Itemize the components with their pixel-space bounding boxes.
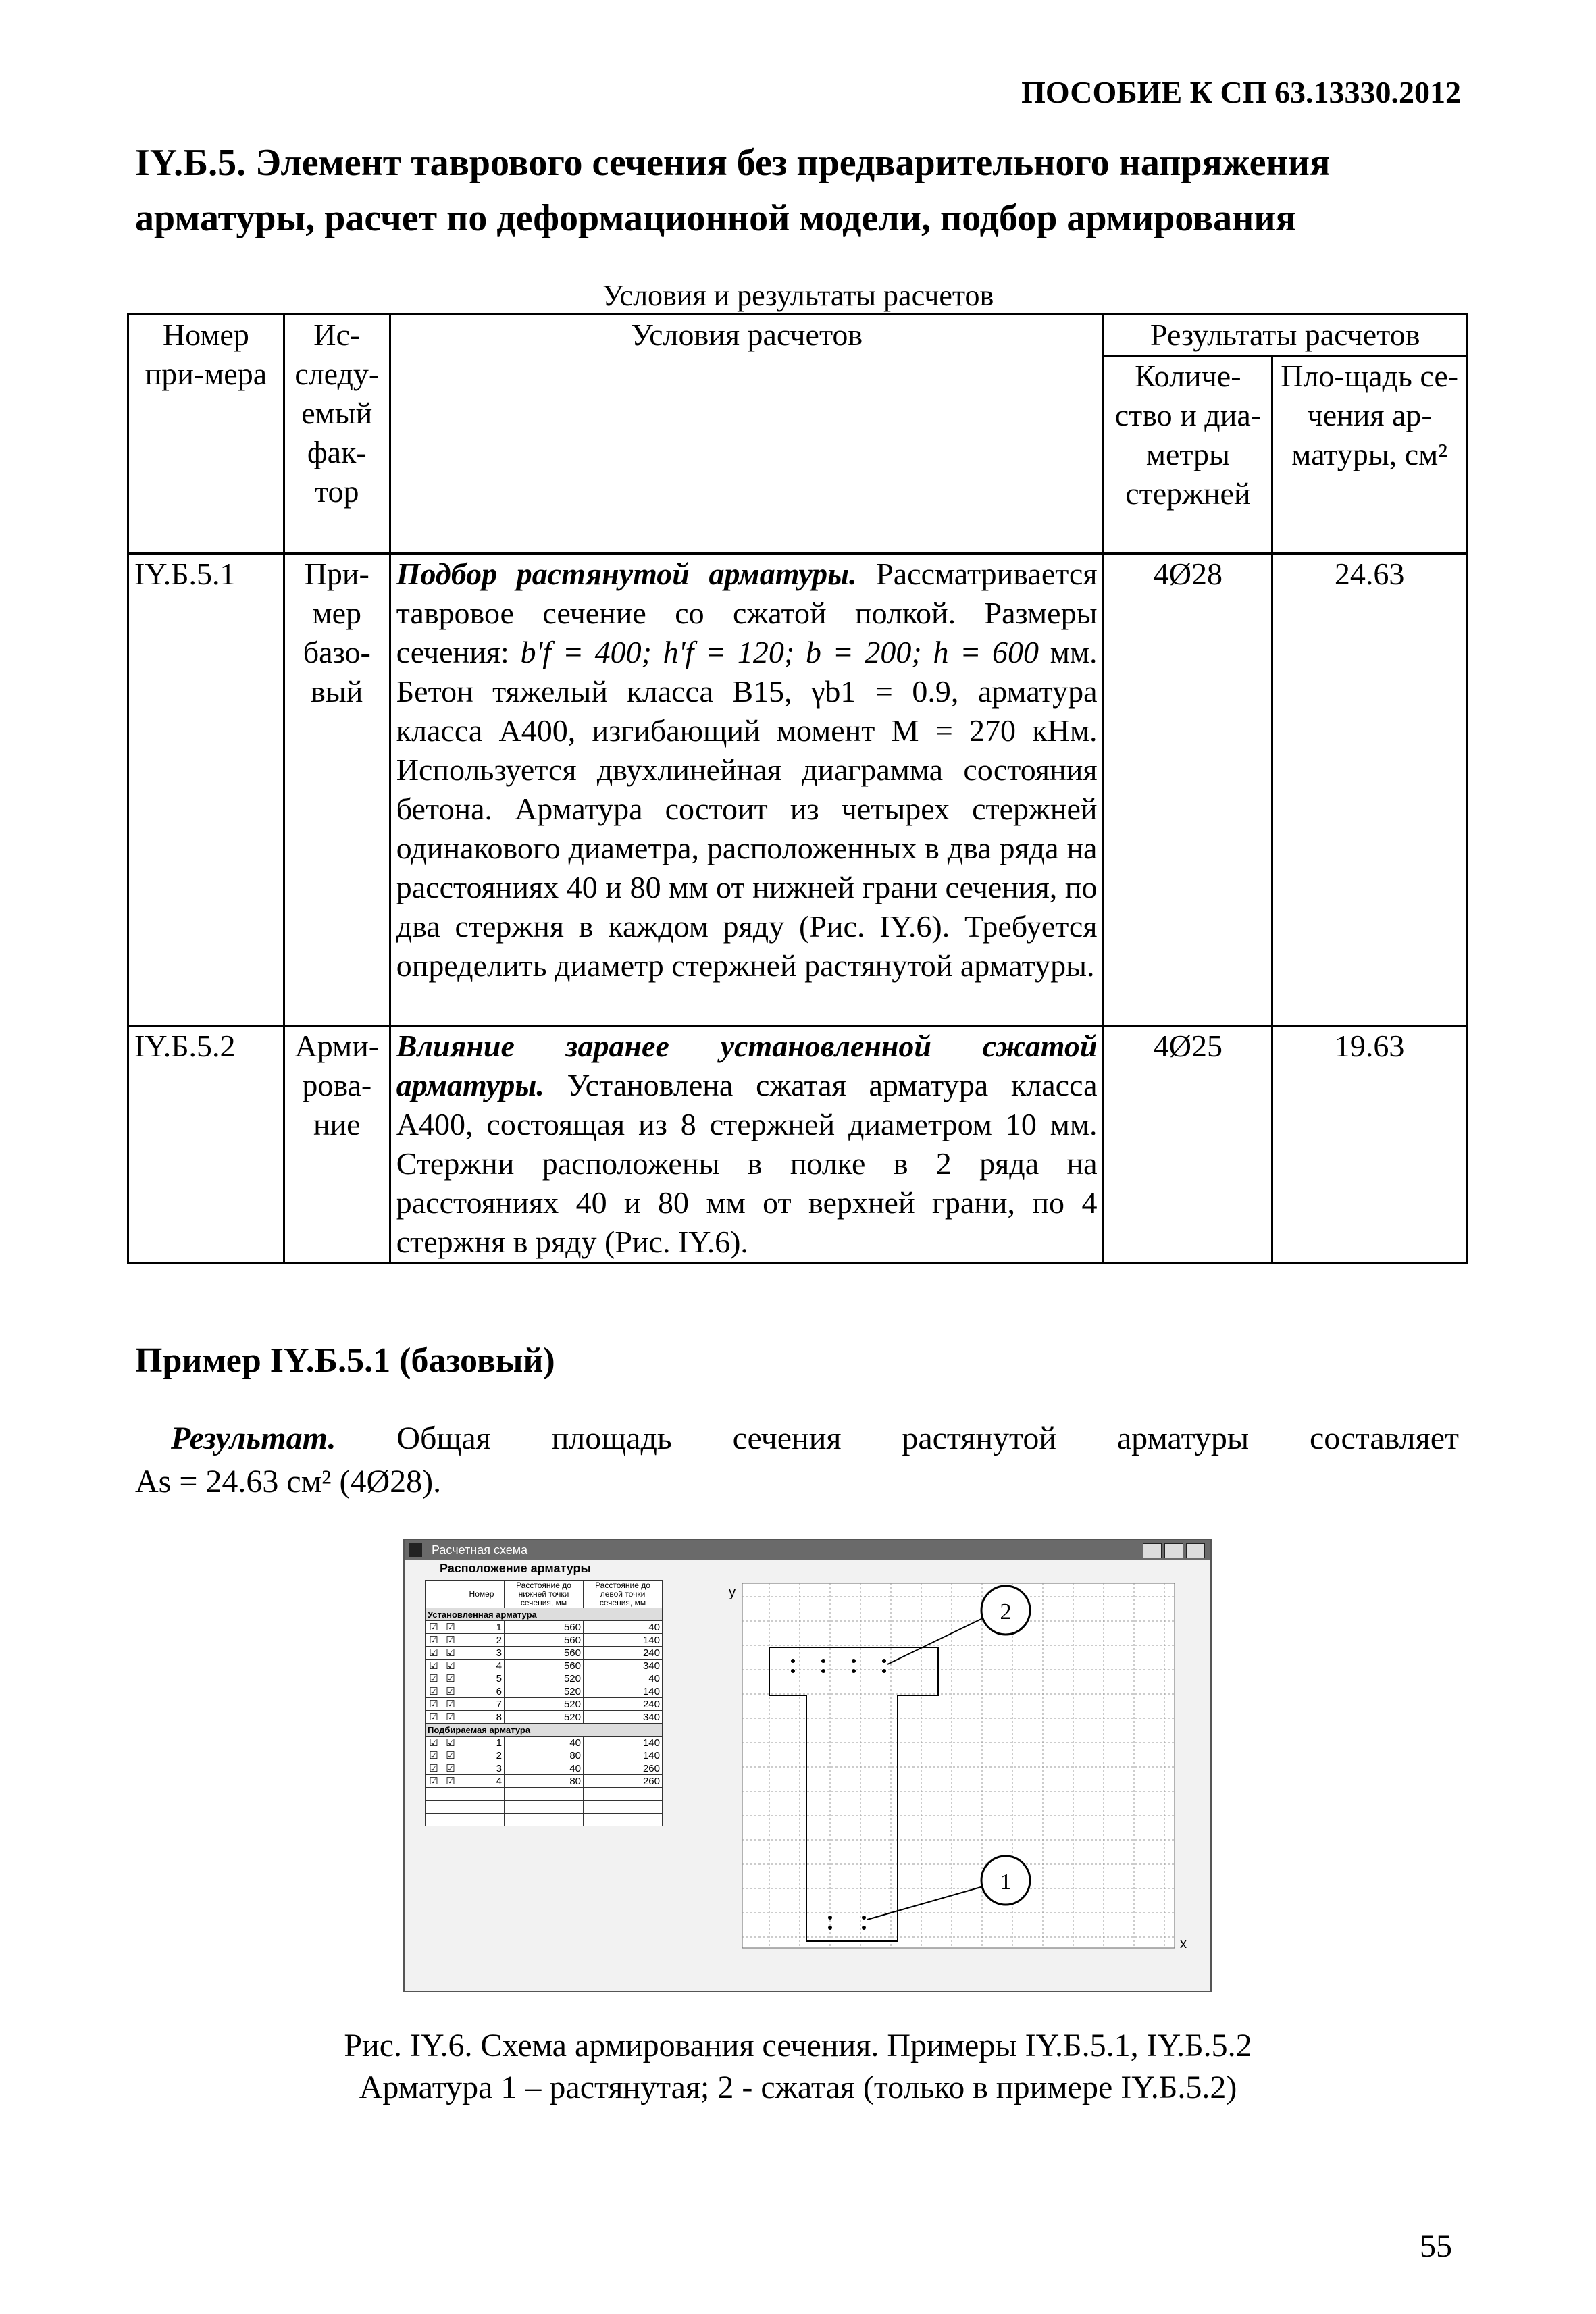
grid-row[interactable] xyxy=(426,1749,663,1762)
grid-cell-number: 4 xyxy=(459,1660,505,1672)
table-row xyxy=(128,1026,1467,1263)
grid-row[interactable] xyxy=(426,1775,663,1788)
table-row xyxy=(128,554,1467,1026)
conditions-text xyxy=(390,1026,1104,1263)
grid-cell-bottom: 520 xyxy=(505,1711,584,1724)
running-header: ПОСОБИЕ К СП 63.13330.2012 xyxy=(1021,75,1461,109)
grid-cell-left: 240 xyxy=(584,1698,663,1711)
grid-cell-bottom: 40 xyxy=(505,1762,584,1775)
grid-cell-number: 1 xyxy=(459,1621,505,1634)
page-number: 55 xyxy=(1420,2228,1452,2264)
conditions-body-a: Рассматривается тавровое сечение со сжатой полкой. Размеры сечения: xyxy=(396,557,1098,669)
investigated-factor: Арми-рова-ние xyxy=(284,1026,390,1263)
grid-group-selected: Подбираемая арматура xyxy=(426,1724,663,1737)
row-select-icon[interactable]: ☑ xyxy=(426,1737,442,1749)
conditions-lead: Влияние заранее установленной сжатой арматуры. xyxy=(396,1029,1098,1102)
conditions-body-a: Установлена сжатая арматура класса А400, состоящая из 8 стержней диаметром 10 мм. Стержни расположены в полке в 2 ряда на расстояниях 40 и 80 мм от верхней грани, по 4 стержня в ряду (Рис. IY.6). xyxy=(396,1068,1098,1259)
grid-cell-number: 2 xyxy=(459,1634,505,1647)
callout-2-label: 2 xyxy=(1000,1599,1012,1624)
result-word: площадь xyxy=(551,1420,672,1456)
col-area-header: Пло-щадь се-чения ар-матуры, см² xyxy=(1272,356,1467,554)
maximize-icon[interactable] xyxy=(1164,1543,1183,1558)
section-title: IY.Б.5. Элемент таврового сечения без предварительного напряжения арматуры, расчет по деформационной модели, подбор армирования xyxy=(135,142,1331,239)
grid-cell-left: 260 xyxy=(584,1775,663,1788)
grid-cell-number: 1 xyxy=(459,1737,505,1749)
callout-1-label: 1 xyxy=(1000,1870,1012,1895)
bars-qty: 4Ø28 xyxy=(1104,554,1272,1026)
grid-cell-left: 340 xyxy=(584,1660,663,1672)
grid-row[interactable] xyxy=(426,1762,663,1775)
grid-cell-left: 40 xyxy=(584,1621,663,1634)
row-check-icon[interactable]: ☑ xyxy=(442,1749,459,1762)
row-select-icon[interactable]: ☑ xyxy=(426,1775,442,1788)
grid-cell-left: 140 xyxy=(584,1737,663,1749)
row-select-icon[interactable]: ☑ xyxy=(426,1762,442,1775)
row-select-icon[interactable]: ☑ xyxy=(426,1660,442,1672)
figure-caption-line2: Арматура 1 – растянутая; 2 - сжатая (только в примере IY.Б.5.2) xyxy=(359,2069,1237,2105)
result-word: растянутой xyxy=(902,1420,1057,1456)
section-plot xyxy=(715,1570,1202,1975)
grid-cell-bottom: 560 xyxy=(505,1634,584,1647)
row-select-icon[interactable]: ☑ xyxy=(426,1698,442,1711)
row-check-icon[interactable]: ☑ xyxy=(442,1660,459,1672)
grid-row[interactable] xyxy=(426,1621,663,1634)
grid-cell-bottom: 560 xyxy=(505,1647,584,1660)
conditions-table xyxy=(127,313,1468,1264)
grid-cell-left: 240 xyxy=(584,1647,663,1660)
row-check-icon[interactable]: ☑ xyxy=(442,1647,459,1660)
col-number-header: Номер при-мера xyxy=(128,315,284,554)
bars-qty: 4Ø25 xyxy=(1104,1026,1272,1263)
grid-row[interactable] xyxy=(426,1634,663,1647)
grid-cell-bottom: 560 xyxy=(505,1660,584,1672)
row-select-icon[interactable]: ☑ xyxy=(426,1634,442,1647)
row-select-icon[interactable]: ☑ xyxy=(426,1711,442,1724)
row-check-icon[interactable]: ☑ xyxy=(442,1762,459,1775)
result-word: арматуры xyxy=(1116,1420,1250,1456)
grid-col-number: Номер xyxy=(459,1581,505,1608)
grid-cell-bottom: 40 xyxy=(505,1737,584,1749)
row-select-icon[interactable]: ☑ xyxy=(426,1749,442,1762)
grid-cell-left: 40 xyxy=(584,1672,663,1685)
close-icon[interactable] xyxy=(1186,1543,1205,1558)
grid-cell-number: 3 xyxy=(459,1762,505,1775)
example-heading: Пример IY.Б.5.1 (базовый) xyxy=(135,1341,555,1380)
grid-cell-number: 8 xyxy=(459,1711,505,1724)
col-results-header: Результаты расчетов xyxy=(1104,315,1467,356)
example-number: IY.Б.5.2 xyxy=(128,1026,284,1263)
bars-area: 19.63 xyxy=(1272,1026,1467,1263)
grid-cell-left: 260 xyxy=(584,1762,663,1775)
grid-cell-bottom: 80 xyxy=(505,1775,584,1788)
grid-row[interactable] xyxy=(426,1672,663,1685)
window-title: Расчетная схема xyxy=(432,1543,528,1557)
example-number: IY.Б.5.1 xyxy=(128,554,284,1026)
row-check-icon[interactable]: ☑ xyxy=(442,1711,459,1724)
row-check-icon[interactable]: ☑ xyxy=(442,1775,459,1788)
grid-cell-number: 3 xyxy=(459,1647,505,1660)
result-value: As = 24.63 см² (4Ø28). xyxy=(135,1464,442,1499)
bars-area: 24.63 xyxy=(1272,554,1467,1026)
result-word: сечения xyxy=(732,1420,842,1456)
table-caption: Условия и результаты расчетов xyxy=(602,279,994,312)
conditions-body-b: мм. Бетон тяжелый класса B15, γb1 = 0.9, арматура класса А400, изгибающий момент M = 270 кНм. Используется двухлинейная диаграмма состояния бетона. Арматура состоит из четырех стержней одинакового диаметра, расположенных в два ряда на расстояниях 40 и 80 мм от нижней грани сечения, по два стержня в каждом ряду (Рис. IY.6). Требуется определить диаметр стержней растянутой арматуры. xyxy=(396,635,1098,983)
col-conditions-header: Условия расчетов xyxy=(390,315,1104,554)
grid-cell-bottom: 560 xyxy=(505,1621,584,1634)
panel-title: Расположение арматуры xyxy=(440,1562,591,1575)
grid-cell-bottom: 520 xyxy=(505,1698,584,1711)
row-check-icon[interactable]: ☑ xyxy=(442,1698,459,1711)
grid-cell-left: 140 xyxy=(584,1685,663,1698)
grid-cell-number: 2 xyxy=(459,1749,505,1762)
row-check-icon[interactable]: ☑ xyxy=(442,1672,459,1685)
col-qty-header: Количе-ство и диа-метры стержней xyxy=(1104,356,1272,554)
grid-cell-bottom: 520 xyxy=(505,1685,584,1698)
window-titlebar xyxy=(405,1540,1210,1560)
y-axis-label: y xyxy=(729,1585,736,1600)
figure-caption xyxy=(0,2025,1596,2109)
conditions-lead: Подбор растянутой арматуры. xyxy=(396,557,857,591)
col-factor-header: Ис-следу-емый фак-тор xyxy=(284,315,390,554)
row-check-icon[interactable]: ☑ xyxy=(442,1621,459,1634)
figure-caption-line1: Рис. IY.6. Схема армирования сечения. Примеры IY.Б.5.1, IY.Б.5.2 xyxy=(344,2028,1252,2063)
grid-col-left: Расстояние до левой точки сечения, мм xyxy=(584,1581,663,1608)
result-word: Общая xyxy=(396,1420,491,1456)
grid-cell-bottom: 80 xyxy=(505,1749,584,1762)
grid-cell-number: 6 xyxy=(459,1685,505,1698)
result-paragraph xyxy=(135,1417,1459,1503)
row-check-icon[interactable]: ☑ xyxy=(442,1634,459,1647)
minimize-icon[interactable] xyxy=(1143,1543,1162,1558)
row-select-icon[interactable]: ☑ xyxy=(426,1685,442,1698)
program-screenshot xyxy=(403,1539,1212,1992)
grid-cell-left: 140 xyxy=(584,1749,663,1762)
row-check-icon[interactable]: ☑ xyxy=(442,1737,459,1749)
row-select-icon[interactable]: ☑ xyxy=(426,1672,442,1685)
x-axis-label: x xyxy=(1180,1936,1187,1951)
investigated-factor: При-мер базо-вый xyxy=(284,554,390,1026)
rebar-grid xyxy=(425,1580,663,1826)
conditions-text xyxy=(390,554,1104,1026)
app-icon xyxy=(409,1543,422,1557)
grid-row[interactable] xyxy=(426,1737,663,1749)
grid-row[interactable] xyxy=(426,1698,663,1711)
section-dimensions: b'f = 400; h'f = 120; b = 200; h = 600 xyxy=(520,635,1039,669)
grid-cell-left: 340 xyxy=(584,1711,663,1724)
result-label: Результат. xyxy=(171,1420,336,1456)
row-check-icon[interactable]: ☑ xyxy=(442,1685,459,1698)
grid-cell-left: 140 xyxy=(584,1634,663,1647)
grid-cell-number: 5 xyxy=(459,1672,505,1685)
row-select-icon[interactable]: ☑ xyxy=(426,1647,442,1660)
row-select-icon[interactable]: ☑ xyxy=(426,1621,442,1634)
grid-row[interactable] xyxy=(426,1647,663,1660)
grid-cell-number: 4 xyxy=(459,1775,505,1788)
grid-cell-number: 7 xyxy=(459,1698,505,1711)
grid-cell-bottom: 520 xyxy=(505,1672,584,1685)
grid-group-installed: Установленная арматура xyxy=(426,1608,663,1621)
grid-row[interactable] xyxy=(426,1711,663,1724)
grid-col-bottom: Расстояние до нижней точки сечения, мм xyxy=(505,1581,584,1608)
grid-row[interactable] xyxy=(426,1660,663,1672)
grid-row[interactable] xyxy=(426,1685,663,1698)
result-word: составляет xyxy=(1309,1420,1459,1456)
